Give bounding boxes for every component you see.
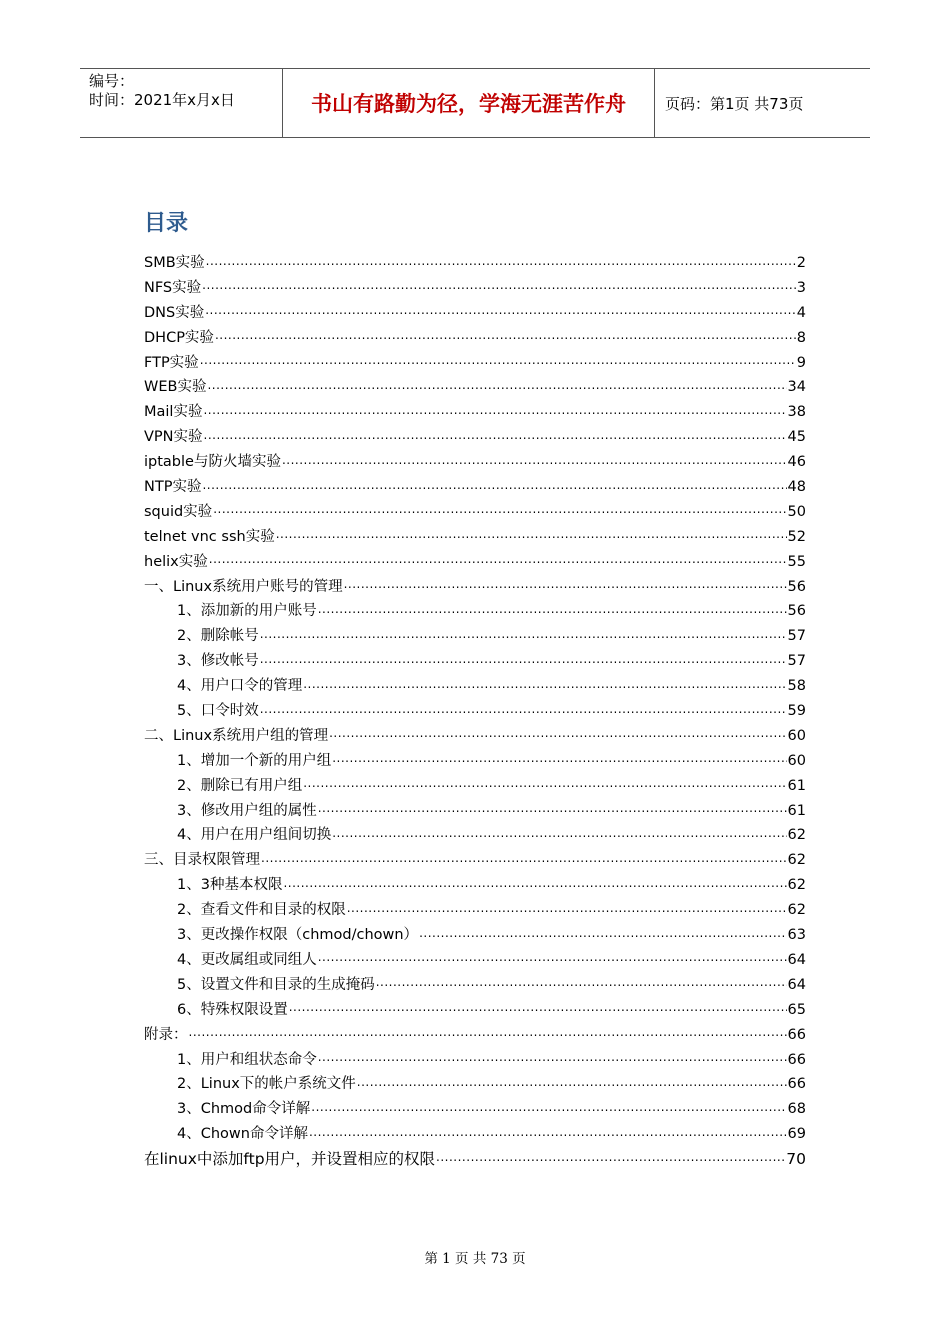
toc-leader-dots — [436, 1149, 785, 1165]
toc-leader-dots — [283, 875, 786, 890]
toc-entry-page: 62 — [787, 902, 806, 919]
toc-leader-dots — [318, 949, 787, 964]
toc-entry-title: Mail实验 — [144, 404, 203, 421]
toc-entry[interactable] — [144, 276, 806, 301]
toc-leader-dots — [318, 800, 787, 815]
toc-entry-title: squid实验 — [144, 503, 213, 520]
toc-entry-title: 6、特殊权限设置 — [177, 1001, 288, 1018]
toc-leader-dots — [276, 526, 787, 541]
toc-entry[interactable] — [144, 724, 806, 749]
toc-entry[interactable] — [144, 624, 806, 649]
toc-entry-title: 5、口令时效 — [177, 703, 259, 720]
toc-entry-title: 二、Linux系统用户组的管理 — [144, 727, 329, 744]
toc-entry-page: 60 — [787, 727, 806, 744]
page-footer: 第 1 页 共 73 页 — [424, 1251, 526, 1267]
toc-entry[interactable] — [144, 1097, 806, 1122]
toc-entry[interactable] — [144, 674, 806, 699]
toc-entry[interactable] — [144, 599, 806, 624]
toc-leader-dots — [303, 676, 786, 691]
toc-entry[interactable] — [144, 823, 806, 848]
toc-leader-dots — [206, 253, 796, 268]
toc-entry-title: 1、增加一个新的用户组 — [177, 752, 332, 769]
toc-entry[interactable] — [144, 301, 806, 326]
header-motto: 书山有路勤为径，学海无涯苦作舟 — [283, 69, 655, 137]
toc-leader-dots — [318, 601, 787, 616]
toc-entry[interactable] — [144, 450, 806, 475]
toc-entry[interactable] — [144, 799, 806, 824]
toc-entry[interactable] — [144, 749, 806, 774]
toc-entry-title: WEB实验 — [144, 379, 207, 396]
toc-entry-title: 3、修改帐号 — [177, 653, 259, 670]
page-header — [80, 68, 870, 138]
toc-leader-dots — [347, 900, 787, 915]
toc-entry-title: 三、目录权限管理 — [144, 852, 260, 869]
toc-entry[interactable] — [144, 550, 806, 575]
toc-entry-page: 61 — [787, 802, 806, 819]
toc-leader-dots — [202, 277, 796, 292]
toc-entry-title: 2、删除帐号 — [177, 628, 259, 645]
toc-entry[interactable] — [144, 475, 806, 500]
toc-entry-title: 1、3种基本权限 — [177, 877, 283, 894]
toc-entry-page: 66 — [787, 1026, 806, 1043]
toc-entry[interactable] — [144, 1072, 806, 1097]
toc-entry[interactable] — [144, 251, 806, 276]
toc-leader-dots — [303, 775, 786, 790]
toc-title: 目录 — [144, 211, 189, 236]
toc-leader-dots — [419, 925, 786, 940]
toc-entry-title: VPN实验 — [144, 429, 203, 446]
toc-entry-title: 3、修改用户组的属性 — [177, 802, 317, 819]
toc-leader-dots — [357, 1074, 787, 1089]
toc-entry-page: 2 — [796, 255, 806, 271]
toc-leader-dots — [215, 327, 796, 342]
toc-entry[interactable] — [144, 1122, 806, 1147]
toc-entry-page: 68 — [787, 1101, 806, 1118]
toc-entry[interactable] — [144, 699, 806, 724]
toc-leader-dots — [260, 651, 787, 666]
toc-entry-page: 4 — [796, 304, 806, 321]
toc-entry-page: 57 — [787, 628, 806, 645]
toc-entry-title: 3、Chmod命令详解 — [177, 1101, 311, 1118]
time-label: 时间：2021年x月x日 — [89, 91, 235, 109]
toc-entry-title: 2、Linux下的帐户系统文件 — [177, 1076, 356, 1093]
toc-entry-page: 64 — [787, 976, 806, 993]
toc-entry-page: 59 — [787, 703, 806, 720]
toc-leader-dots — [329, 725, 786, 740]
toc-entry-page: 62 — [787, 877, 806, 894]
toc-entry[interactable] — [144, 525, 806, 550]
toc-leader-dots — [205, 302, 796, 317]
toc-entry[interactable] — [144, 998, 806, 1023]
toc-entry-page: 46 — [787, 454, 806, 471]
toc-leader-dots — [289, 999, 787, 1014]
toc-leader-dots — [282, 452, 787, 467]
toc-entry[interactable] — [144, 1023, 806, 1048]
toc-entry[interactable] — [144, 873, 806, 898]
toc-entry-title: telnet vnc ssh实验 — [144, 528, 275, 545]
toc-entry[interactable] — [144, 1147, 806, 1172]
toc-entry-page: 69 — [787, 1126, 806, 1143]
toc-entry[interactable] — [144, 500, 806, 525]
toc-entry-title: 1、添加新的用户账号 — [177, 603, 317, 620]
toc-entry-page: 52 — [787, 528, 806, 545]
toc-entry-title: 4、更改属组或同组人 — [177, 951, 317, 968]
toc-entry-page: 56 — [787, 578, 806, 595]
toc-entry-page: 57 — [787, 653, 806, 670]
toc-leader-dots — [332, 750, 786, 765]
toc-entry[interactable] — [144, 326, 806, 351]
toc-leader-dots — [207, 377, 786, 392]
toc-leader-dots — [204, 427, 787, 442]
number-label: 编号： — [89, 72, 135, 90]
toc-entry-title: DNS实验 — [144, 304, 205, 321]
toc-entry-title: DHCP实验 — [144, 329, 214, 346]
toc-entry[interactable] — [144, 649, 806, 674]
toc-entry-title: 3、更改操作权限（chmod/chown） — [177, 927, 419, 944]
toc-entry[interactable] — [144, 898, 806, 923]
toc-entry-page: 66 — [787, 1076, 806, 1093]
toc-entry-page: 66 — [787, 1051, 806, 1068]
toc-leader-dots — [202, 477, 786, 492]
toc-entry[interactable] — [144, 973, 806, 998]
toc-entry-page: 64 — [787, 951, 806, 968]
toc-entry[interactable] — [144, 848, 806, 873]
toc-entry-title: NFS实验 — [144, 279, 202, 296]
toc-entry-page: 62 — [787, 852, 806, 869]
header-meta — [80, 69, 283, 137]
toc-leader-dots — [309, 1124, 787, 1139]
table-of-contents — [144, 251, 806, 1172]
toc-entry[interactable] — [144, 575, 806, 600]
toc-entry-title: 4、Chown命令详解 — [177, 1126, 308, 1143]
toc-entry-title: 2、删除已有用户组 — [177, 777, 303, 794]
toc-entry[interactable] — [144, 375, 806, 400]
toc-entry[interactable] — [144, 948, 806, 973]
toc-leader-dots — [213, 501, 786, 516]
toc-entry-page: 55 — [787, 553, 806, 570]
toc-entry-page: 63 — [787, 927, 806, 944]
toc-entry-title: 一、Linux系统用户账号的管理 — [144, 578, 343, 595]
toc-entry-page: 38 — [787, 404, 806, 421]
toc-entry-page: 56 — [787, 603, 806, 620]
toc-entry-page: 45 — [787, 429, 806, 446]
toc-leader-dots — [376, 974, 787, 989]
toc-entry-title: 4、用户在用户组间切换 — [177, 827, 332, 844]
toc-entry[interactable] — [144, 1048, 806, 1073]
toc-entry-title: helix实验 — [144, 553, 208, 570]
toc-entry-page: 50 — [787, 503, 806, 520]
toc-entry-title: 2、查看文件和目录的权限 — [177, 902, 346, 919]
header-page-info: 页码：第1页 共73页 — [665, 94, 804, 113]
toc-entry-page: 8 — [796, 329, 806, 346]
toc-entry-title: iptable与防火墙实验 — [144, 454, 281, 471]
toc-entry-page: 3 — [796, 279, 806, 296]
toc-entry-title: NTP实验 — [144, 479, 202, 496]
toc-leader-dots — [344, 576, 787, 591]
toc-entry[interactable] — [144, 425, 806, 450]
toc-entry-title: 附录： — [144, 1026, 188, 1043]
toc-entry-page: 58 — [787, 678, 806, 695]
toc-leader-dots — [311, 1099, 786, 1114]
toc-entry-page: 61 — [787, 777, 806, 794]
toc-entry-page: 65 — [787, 1001, 806, 1018]
toc-entry-title: SMB实验 — [144, 255, 205, 271]
toc-entry-page: 34 — [787, 379, 806, 396]
toc-leader-dots — [203, 402, 786, 417]
toc-entry[interactable] — [144, 351, 806, 376]
toc-entry[interactable] — [144, 400, 806, 425]
toc-entry-page: 70 — [786, 1150, 806, 1169]
toc-entry-title: 4、用户口令的管理 — [177, 678, 303, 695]
toc-entry-title: 5、设置文件和目录的生成掩码 — [177, 976, 375, 993]
toc-leader-dots — [332, 825, 786, 840]
toc-leader-dots — [318, 1049, 787, 1064]
toc-leader-dots — [209, 551, 787, 566]
toc-leader-dots — [261, 850, 787, 865]
toc-entry-title: 在linux中添加ftp用户，并设置相应的权限 — [144, 1150, 436, 1169]
toc-entry-title: FTP实验 — [144, 354, 199, 371]
toc-entry-page: 48 — [787, 479, 806, 496]
toc-entry-page: 9 — [796, 354, 806, 371]
toc-entry-page: 62 — [787, 827, 806, 844]
toc-leader-dots — [260, 626, 787, 641]
toc-entry[interactable] — [144, 923, 806, 948]
toc-entry[interactable] — [144, 774, 806, 799]
toc-entry-page: 60 — [787, 752, 806, 769]
toc-leader-dots — [189, 1024, 787, 1039]
toc-leader-dots — [260, 701, 787, 716]
toc-entry-title: 1、用户和组状态命令 — [177, 1051, 317, 1068]
toc-leader-dots — [200, 352, 796, 367]
